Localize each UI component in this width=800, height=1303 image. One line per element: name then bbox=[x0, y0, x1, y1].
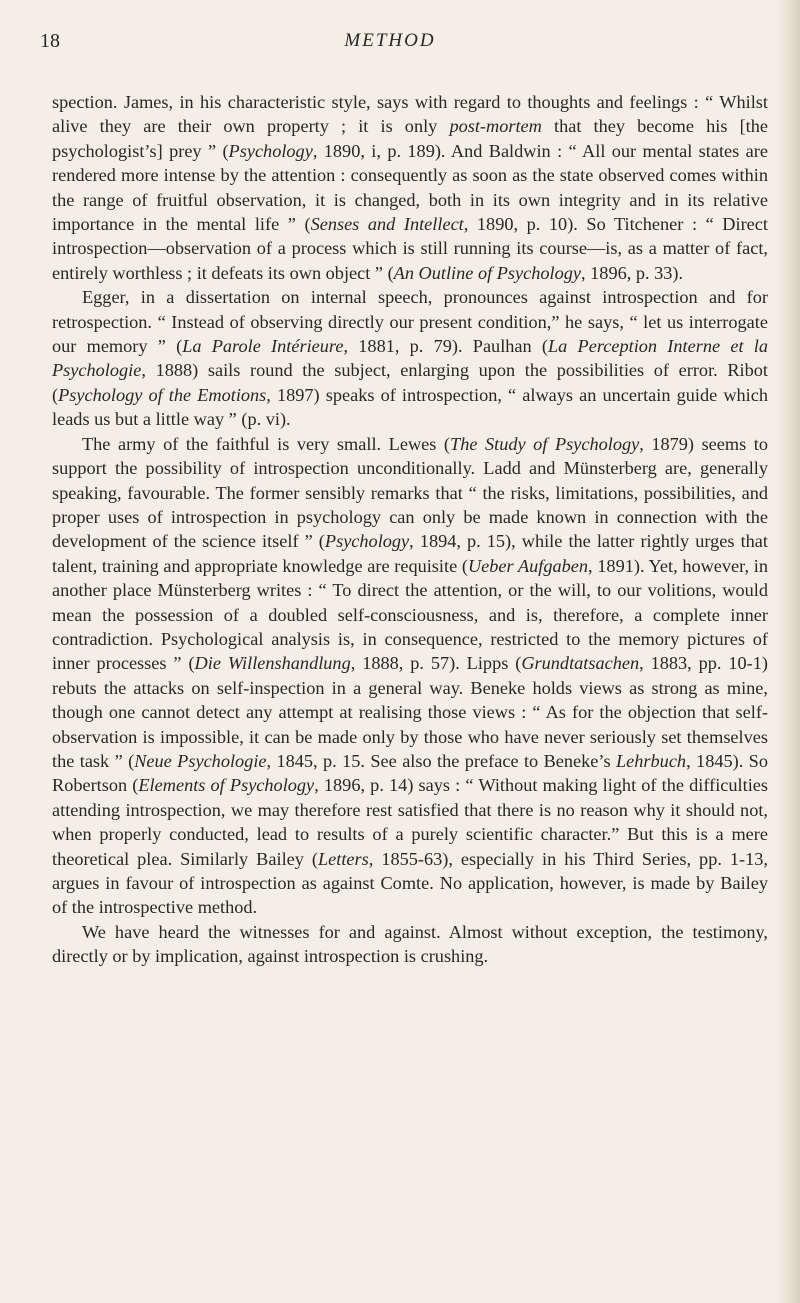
body-text bbox=[52, 90, 768, 969]
text-run: , 1890, i, p. 189). And Baldwin : “ All our mental states are rendered more intense by the attention : consequently as soon as the state observed comes within the range of fruitful observation, it is changed, both in its own integrity and in its relative importance in the mental life ” ( bbox=[52, 140, 768, 235]
italic-title: Senses and Intellect bbox=[310, 214, 464, 235]
italic-title: Lehrbuch bbox=[616, 750, 687, 771]
italic-title: Letters bbox=[317, 848, 369, 869]
italic-title: La Perception Interne et la Psychologie bbox=[52, 336, 768, 381]
text-run: , 1896, p. 33). bbox=[581, 262, 684, 283]
italic-title: Elements of Psychology bbox=[138, 775, 315, 796]
text-run: , 1845). So Robertson ( bbox=[52, 750, 768, 796]
italic-title: An Outline of Psychology bbox=[393, 262, 582, 283]
text-run: , 1894, p. 15), while the latter rightly urges that talent, training and appropriate knowledge are requisite ( bbox=[52, 531, 768, 576]
text-run: , 1890, p. 10). So Titchener : “ Direct introspection—observation of a process which is still running its course—is, as a matter of fact, entirely worthless ; it defeats its own object ” ( bbox=[52, 214, 768, 283]
text-run: , 1881, p. 79). Paulhan ( bbox=[343, 336, 548, 357]
italic-title: Die Willenshandlung bbox=[194, 653, 351, 674]
text-run: , 1897) speaks of introspection, “ always an uncertain guide which leads us but a little way ” (p. vi). bbox=[52, 384, 768, 430]
text-run: , 1879) seems to support the possibility of introspection unconditionally. Ladd and Münsterberg are, generally speaking, favourable. The former sensibly remarks that “ the risks, limitations, possibilities, and proper uses of introspection in psychology can only be made known in connection with the development of the science itself ” ( bbox=[52, 433, 769, 552]
italic-title: Grundtatsachen bbox=[521, 653, 640, 674]
text-run: Egger, in a dissertation on internal speech, pronounces against introspection and for retrospection. “ Instead of observing directly our present condition,” he says, “ let us interrogate our memory ” ( bbox=[52, 287, 768, 357]
text-run: , 1845, p. 15. See also the preface to Beneke’s bbox=[266, 750, 616, 771]
paragraph bbox=[52, 90, 768, 285]
text-run: , 1883, pp. 10-1) rebuts the attacks on self-inspection in a general way. Beneke holds views as strong as mine, though one cannot detect any attempt at realising those views : “ As for the objection that self-observation is impossible, it can be made only by those who have never seriously set themselves the task ” ( bbox=[52, 653, 768, 771]
paragraph bbox=[52, 920, 768, 969]
paragraph bbox=[52, 432, 768, 920]
text-run: We have heard the witnesses for and against. Almost without exception, the testimony, directly or by implication, against introspection is crushing. bbox=[52, 921, 768, 967]
running-head: METHOD bbox=[344, 30, 436, 51]
text-run: The army of the faithful is very small. Lewes ( bbox=[82, 433, 451, 454]
paragraph bbox=[52, 285, 768, 431]
italic-title: Psychology of the Emotions bbox=[58, 384, 267, 405]
italic-title: Neue Psychologie bbox=[134, 750, 267, 771]
text-run: , 1888) sails round the subject, enlarging upon the possibilities of error. Ribot ( bbox=[52, 360, 768, 405]
italic-title: Psychology bbox=[324, 531, 410, 552]
italic-title: post-mortem bbox=[449, 116, 542, 137]
italic-title: La Parole Intérieure bbox=[182, 336, 344, 357]
italic-title: Psychology bbox=[228, 140, 313, 161]
italic-title: The Study of Psychology bbox=[450, 433, 640, 454]
text-run: , 1896, p. 14) says : “ Without making light of the difficulties attending introspection, we may therefore rest satisfied that there is no reason why it should not, when properly conducted, lead to results of a purely scientific character.” But this is a mere theoretical plea. Similarly Bailey ( bbox=[52, 775, 769, 869]
text-run: , 1891). Yet, however, in another place Münsterberg writes : “ To direct the attention, or the will, to our volitions, would mean the possession of a doubled self-consciousness, and is, therefore, a complete inner contradiction. Psychological analysis is, in consequence, restricted to the memory pictures of inner processes ” ( bbox=[52, 555, 768, 674]
text-run: , 1888, p. 57). Lipps ( bbox=[350, 653, 522, 674]
text-run: spection. James, in his characteristic style, says with regard to thoughts and feelings : “ Whilst alive they are their own property ; it is only bbox=[52, 92, 768, 137]
page-number: 18 bbox=[40, 30, 60, 52]
page-edge-shadow bbox=[778, 0, 800, 1303]
text-run: , 1855-63), especially in his Third Series, pp. 1-13, argues in favour of introspection as against Comte. No application, however, is made by Bailey of the introspective method. bbox=[52, 848, 768, 918]
page-header bbox=[40, 30, 740, 62]
italic-title: Ueber Aufgaben bbox=[467, 555, 589, 576]
text-run: that they become his [the psychologist’s] prey ” ( bbox=[52, 116, 768, 161]
